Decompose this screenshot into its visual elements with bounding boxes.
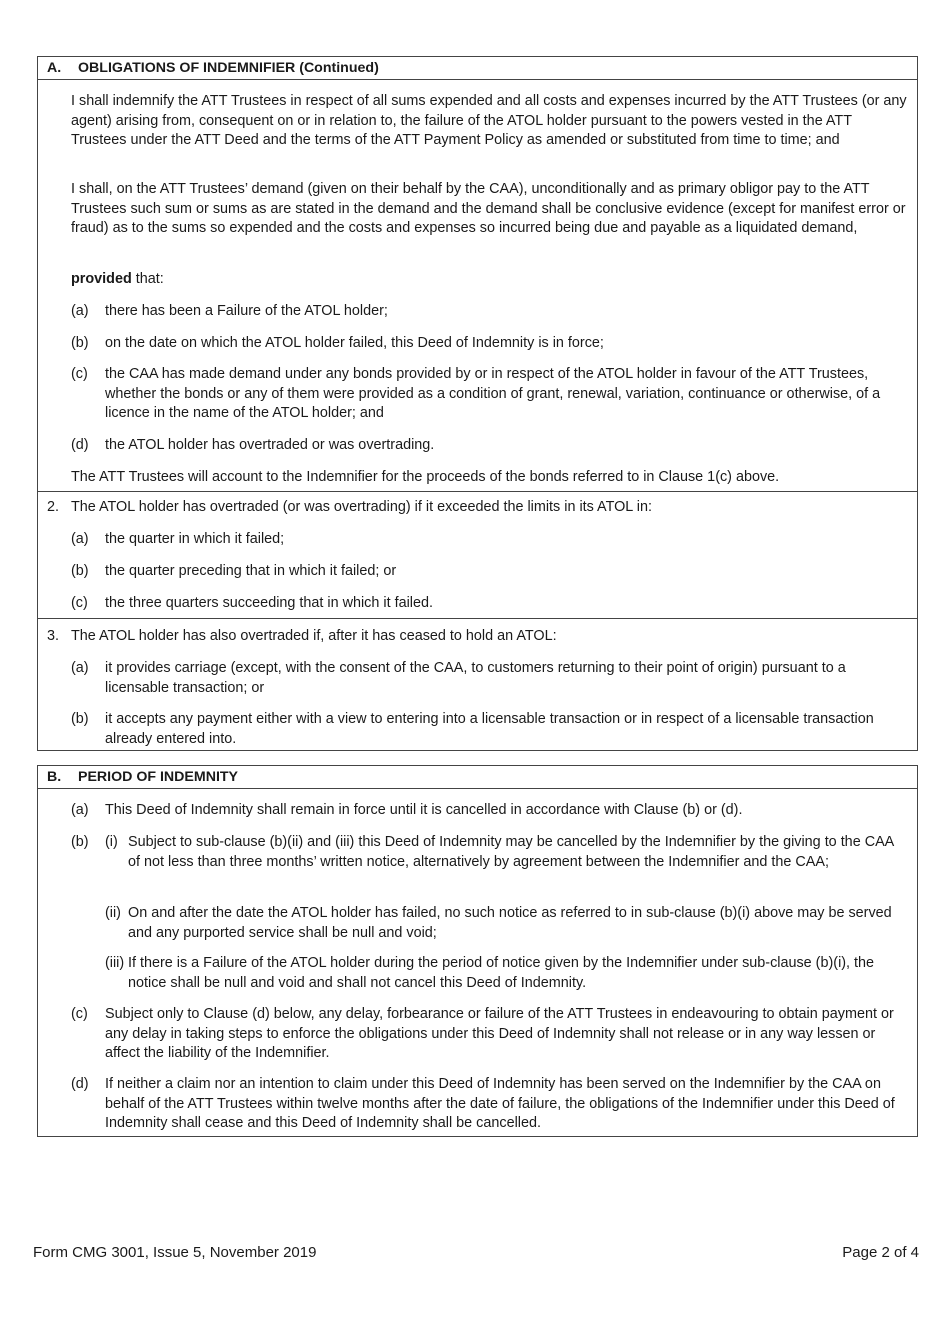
clause-3-item-b-label: (b) — [71, 711, 89, 727]
item-a-text: there has been a Failure of the ATOL holder; — [105, 303, 388, 319]
clause-2-number: 2. — [47, 499, 60, 515]
section-b-body — [38, 789, 917, 1137]
clause-1-closing: The ATT Trustees will account to the Indemnifier for the proceeds of the bonds referred to in Clause 1(c) above. — [71, 469, 780, 485]
period-item-a-label: (a) — [71, 802, 89, 818]
clause-3-item-b-text: it accepts any payment either with a view to entering into a licensable transaction or in respect of a licensable transaction already entered into. — [105, 711, 874, 747]
footer-form-id: Form CMG 3001, Issue 5, November 2019 — [33, 1244, 317, 1261]
section-a-header — [38, 57, 917, 80]
period-sub-i-text: Subject to sub-clause (b)(ii) and (iii) this Deed of Indemnity may be cancelled by the Indemnifier by the giving to the CAA of not less than three months’ written notice, alternatively by agreement between the Indemnifier and the CAA; — [128, 834, 894, 870]
clause-2-item-b-label: (b) — [71, 563, 89, 579]
clause-1-block — [38, 80, 917, 491]
clause-2-item-a-label: (a) — [71, 531, 89, 547]
clause-2-block — [38, 491, 917, 618]
clause-3-text: The ATOL holder has also overtraded if, after it has ceased to hold an ATOL: — [71, 628, 557, 644]
period-item-d-label: (d) — [71, 1076, 89, 1092]
period-sub-iii-label: (iii) — [105, 955, 125, 971]
clause-2-item-b-text: the quarter preceding that in which it failed; or — [105, 563, 397, 579]
section-b-header — [38, 766, 917, 789]
clause-2-text: The ATOL holder has overtraded (or was overtrading) if it exceeded the limits in its ATOL in: — [71, 499, 652, 515]
provided-bold: provided — [71, 271, 132, 287]
clause-1-paragraph-1: I shall indemnify the ATT Trustees in respect of all sums expended and all costs and expenses incurred by the ATT Trustees (or any agent) arising from, consequent on or in relation to, the failure of the ATOL holder pursuant to the powers vested in the ATT Trustees under the ATT Deed and the terms of the ATT Payment Policy as amended or substituted from time to time; and — [71, 93, 907, 148]
period-item-c-text: Subject only to Clause (d) below, any delay, forbearance or failure of the ATT Trustees in endeavouring to obtain payment or any delay in taking steps to enforce the obligations under this Deed of Indemnity shall not release or in any way lessen or affect the liability of the Indemnifier. — [105, 1006, 894, 1061]
item-d-label: (d) — [71, 437, 89, 453]
period-sub-ii-label: (ii) — [105, 905, 121, 921]
clause-2-item-a-text: the quarter in which it failed; — [105, 531, 285, 547]
period-item-a-text: This Deed of Indemnity shall remain in force until it is cancelled in accordance with Clause (b) or (d). — [105, 802, 743, 818]
section-b — [37, 765, 918, 1137]
item-c-text: the CAA has made demand under any bonds provided by or in respect of the ATOL holder in favour of the ATT Trustees, whether the bonds or any of them were provided as a condition of grant, renewal, variation, continuance or otherwise, of a licence in the name of the ATOL holder; and — [105, 366, 881, 421]
clause-3-item-a-text: it provides carriage (except, with the consent of the CAA, to customers returning to their point of origin) pursuant to a licensable transaction; or — [105, 660, 846, 696]
clause-2-item-c-label: (c) — [71, 595, 88, 611]
item-a-label: (a) — [71, 303, 89, 319]
section-b-title: PERIOD OF INDEMNITY — [78, 769, 239, 785]
section-a-letter: A. — [47, 60, 62, 76]
item-d-text: the ATOL holder has overtraded or was overtrading. — [105, 437, 435, 453]
item-b-label: (b) — [71, 335, 89, 351]
period-item-b-label: (b) — [71, 834, 89, 850]
period-item-d-text: If neither a claim nor an intention to claim under this Deed of Indemnity has been served on the Indemnifier by the CAA on behalf of the ATT Trustees within twelve months after the date of failure, the obligations of the Indemnifier under this Deed of Indemnity shall cease and this Deed of Indemnity shall be cancelled. — [105, 1076, 895, 1131]
section-a-title: OBLIGATIONS OF INDEMNIFIER (Continued) — [78, 60, 379, 76]
period-sub-ii-text: On and after the date the ATOL holder has failed, no such notice as referred to in sub-clause (b)(i) above may be served and any purported service shall be null and void; — [128, 905, 892, 941]
provided-rest: that: — [131, 271, 164, 287]
period-sub-iii-text: If there is a Failure of the ATOL holder during the period of notice given by the Indemnifier under sub-clause (b)(i), the notice shall be null and void and shall not cancel this Deed of Indemnity. — [128, 955, 875, 991]
section-a — [37, 56, 918, 751]
section-b-letter: B. — [47, 769, 62, 785]
clause-3-item-a-label: (a) — [71, 660, 89, 676]
provided-line — [71, 270, 907, 290]
item-b-text: on the date on which the ATOL holder failed, this Deed of Indemnity is in force; — [105, 335, 604, 351]
footer-page-number: Page 2 of 4 — [842, 1244, 919, 1261]
clause-2-item-c-text: the three quarters succeeding that in which it failed. — [105, 595, 433, 611]
clause-3-block — [38, 618, 917, 751]
period-item-c-label: (c) — [71, 1006, 88, 1022]
item-c-label: (c) — [71, 366, 88, 382]
period-sub-i-label: (i) — [105, 834, 118, 850]
clause-1-paragraph-2: I shall, on the ATT Trustees’ demand (given on their behalf by the CAA), unconditionally and as primary obligor pay to the ATT Trustees such sum or sums as are stated in the demand and the demand shall be conclusive evidence (except for manifest error or fraud) as to the sums so expended and the costs and expenses so incurred being due and payable as a liquidated demand, — [71, 181, 906, 236]
clause-3-number: 3. — [47, 628, 60, 644]
